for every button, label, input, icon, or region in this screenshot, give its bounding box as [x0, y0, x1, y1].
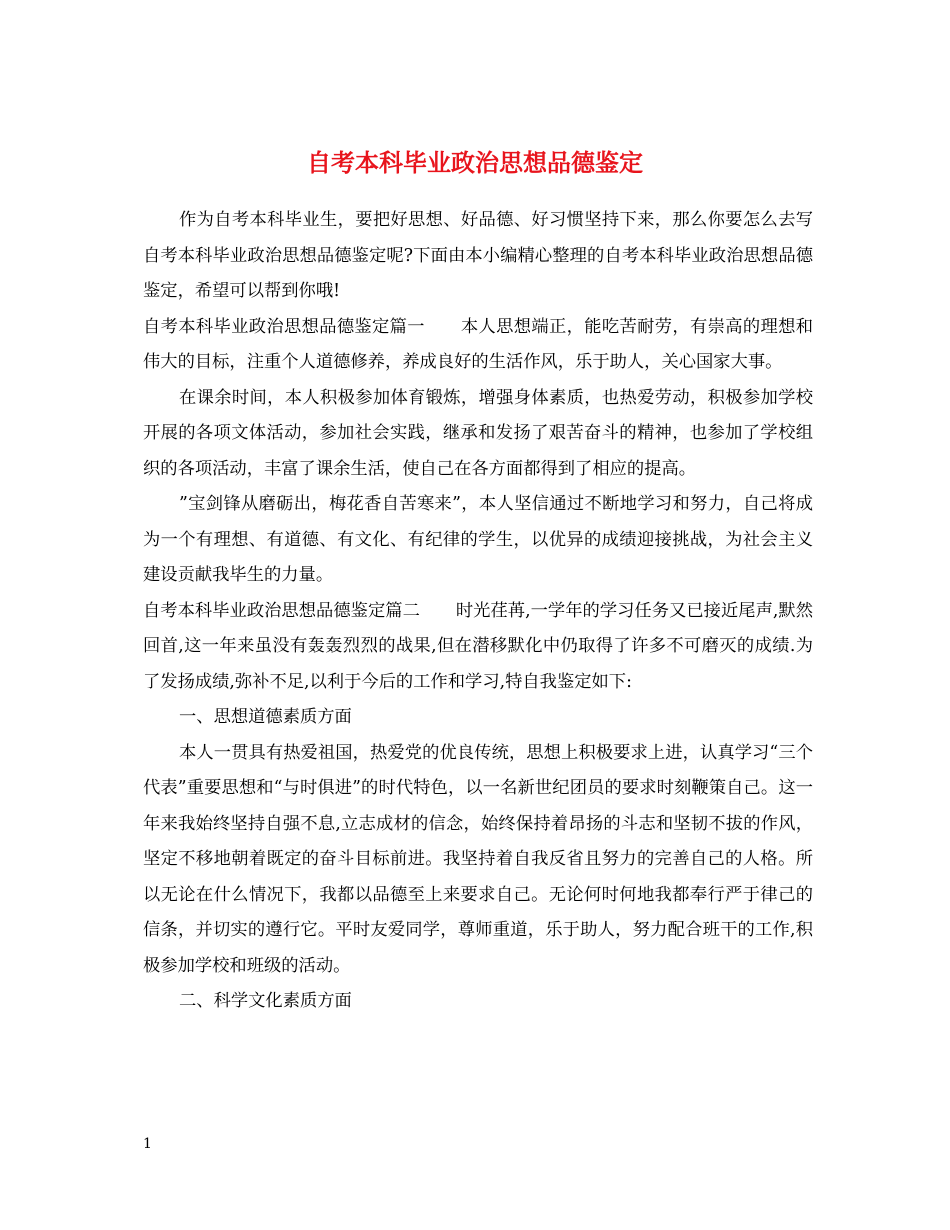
moral-quality-paragraph: 本人一贯具有热爱祖国，热爱党的优良传统，思想上积极要求上进，认真学习“三个代表”重要思想和“与时俱进”的时代特色，以一名新世纪团员的要求时刻鞭策自己。这一年来我始终坚持自强不息,立志成材的信念，始终保持着昂扬的斗志和坚韧不拔的作风，坚定不移地朝着既定的奋斗目标前进。我坚持着自我反省且努力的完善自己的人格。所以无论在什么情况下，我都以品德至上来要求自己。无论何时何地我都奉行严于律己的信条，并切实的遵行它。平时友爱同学，尊师重道，乐于助人，努力配合班干的工作,积极参加学校和班级的活动。 — [143, 742, 813, 976]
subheading-moral-quality: 一、思想道德素质方面 — [179, 707, 352, 727]
document-body — [143, 203, 813, 1020]
intro-paragraph: 作为自考本科毕业生，要把好思想、好品德、好习惯坚持下来，那么你要怎么去写自考本科毕业政治思想品德鉴定呢?下面由本小编精心整理的自考本科毕业政治思想品德鉴定，希望可以帮到你哦! — [143, 210, 813, 301]
subheading-science-culture: 二、科学文化素质方面 — [179, 991, 352, 1011]
page-number: 1 — [143, 1136, 152, 1152]
section-one-text: 本人思想端正，能吃苦耐劳，有崇高的理想和伟大的目标，注重个人道德修养，养成良好的生活作风，乐于助人，关心国家大事。 — [143, 316, 813, 372]
section-two-paragraph — [143, 594, 813, 701]
motto-paragraph: ”宝剑锋从磨砺出，梅花香自苦寒来”，本人坚信通过不断地学习和努力，自己将成为一个有理想、有道德、有文化、有纪律的学生，以优异的成绩迎接挑战，为社会主义建设贡献我毕生的力量。 — [143, 494, 813, 585]
spare-time-paragraph: 在课余时间，本人积极参加体育锻炼，增强身体素质，也热爱劳动，积极参加学校开展的各项文体活动，参加社会实践，继承和发扬了艰苦奋斗的精神，也参加了学校组织的各项活动，丰富了课余生活，使自己在各方面都得到了相应的提高。 — [143, 387, 813, 479]
section-one-paragraph — [143, 310, 813, 381]
section-two-heading: 自考本科毕业政治思想品德鉴定篇二 — [143, 600, 420, 621]
section-two-text: 时光荏苒,一学年的学习任务又已接近尾声,默然回首,这一年来虽没有轰轰烈烈的战果,但在潜移默化中仍取得了许多不可磨灭的成绩.为了发扬成绩,弥补不足,以利于今后的工作和学习,特自我鉴定如下: — [143, 600, 813, 692]
page-title: 自考本科毕业政治思想品德鉴定 — [307, 148, 643, 178]
section-one-heading: 自考本科毕业政治思想品德鉴定篇一 — [143, 316, 425, 337]
